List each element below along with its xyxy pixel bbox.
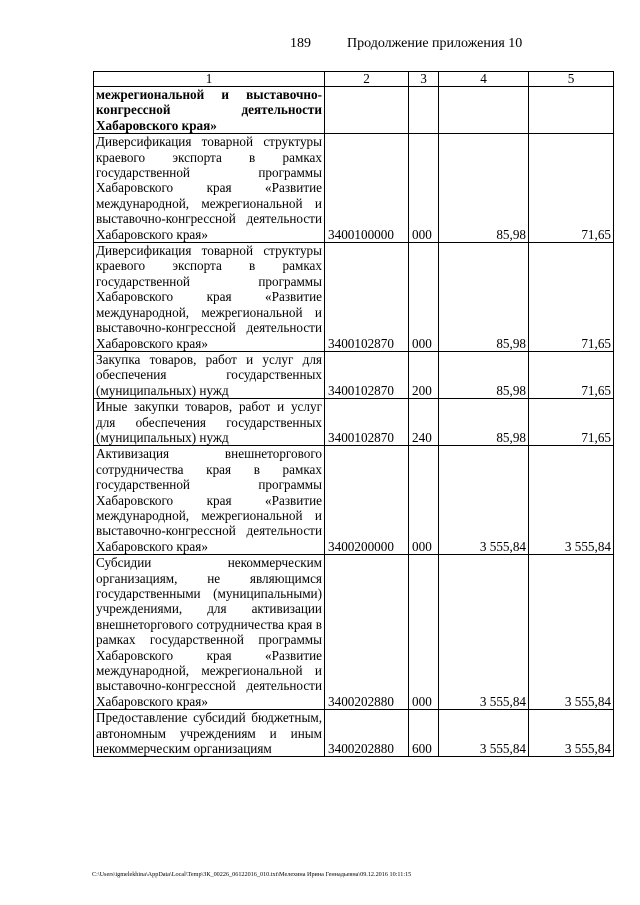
empty-cell [325, 87, 409, 134]
column-header: 3 [409, 72, 439, 87]
amount-cell: 71,65 [529, 134, 614, 243]
expense-type-cell: 000 [409, 555, 439, 710]
section-title-cell: межрегиональной и выставочно-конгрессной деятельности Хабаровского края» [94, 87, 325, 134]
table-row [94, 243, 614, 352]
code-cell: 3400202880 [325, 710, 409, 757]
title-row [94, 87, 614, 134]
column-header: 5 [529, 72, 614, 87]
column-header: 2 [325, 72, 409, 87]
description-cell: Предоставление субсидий бюджетным, автономным учреждениям и иным некоммерческим организациям [94, 710, 325, 757]
column-header-row [94, 72, 614, 87]
amount-cell: 71,65 [529, 243, 614, 352]
table-row [94, 351, 614, 398]
table-row [94, 399, 614, 446]
amount-cell: 85,98 [439, 399, 529, 446]
empty-cell [409, 87, 439, 134]
expense-type-cell: 240 [409, 399, 439, 446]
budget-table [93, 71, 614, 757]
amount-cell: 3 555,84 [529, 555, 614, 710]
amount-cell: 85,98 [439, 134, 529, 243]
continuation-title: Продолжение приложения 10 [347, 36, 523, 51]
table-row [94, 710, 614, 757]
amount-cell: 3 555,84 [529, 710, 614, 757]
description-cell: Закупка товаров, работ и услуг для обеспечения государственных (муниципальных) нужд [94, 351, 325, 398]
empty-cell [529, 87, 614, 134]
table-row [94, 555, 614, 710]
amount-cell: 3 555,84 [439, 555, 529, 710]
code-cell: 3400100000 [325, 134, 409, 243]
code-cell: 3400102870 [325, 399, 409, 446]
column-header: 4 [439, 72, 529, 87]
description-cell: Иные закупки товаров, работ и услуг для обеспечения государственных (муниципальных) нужд [94, 399, 325, 446]
description-cell: Диверсификация товарной структуры краевого экспорта в рамках государственной программы Хабаровского края «Развитие международной, межрегиональной и выставочно-конгрессной деятельности Хабаровского края» [94, 134, 325, 243]
amount-cell: 71,65 [529, 399, 614, 446]
description-cell: Субсидии некоммерческим организациям, не являющимся государственными (муниципальными) учреждениями, для активизации внешнеторгового сотрудничества края в рамках государственной программы Хабаровского края «Развитие международной, межрегиональной и выставочно-конгрессной деятельности Хабаровского края» [94, 555, 325, 710]
table-row [94, 446, 614, 555]
amount-cell: 85,98 [439, 351, 529, 398]
code-cell: 3400102870 [325, 243, 409, 352]
amount-cell: 85,98 [439, 243, 529, 352]
amount-cell: 3 555,84 [439, 710, 529, 757]
code-cell: 3400102870 [325, 351, 409, 398]
amount-cell: 71,65 [529, 351, 614, 398]
column-header: 1 [94, 72, 325, 87]
file-path-footer: C:\Users\igmelekhina\AppData\Local\Temp\ЗК_00226_06122016_010.txt\Мелехина Ирина Геннадьевна\09.12.2016 10:11:15 [92, 871, 412, 878]
expense-type-cell: 600 [409, 710, 439, 757]
description-cell: Активизация внешнеторгового сотрудничества края в рамках государственной программы Хабаровского края «Развитие международной, межрегиональной и выставочно-конгрессной деятельности Хабаровского края» [94, 446, 325, 555]
description-cell: Диверсификация товарной структуры краевого экспорта в рамках государственной программы Хабаровского края «Развитие международной, межрегиональной и выставочно-конгрессной деятельности Хабаровского края» [94, 243, 325, 352]
code-cell: 3400200000 [325, 446, 409, 555]
amount-cell: 3 555,84 [529, 446, 614, 555]
empty-cell [439, 87, 529, 134]
code-cell: 3400202880 [325, 555, 409, 710]
page-number: 189 [290, 36, 311, 51]
amount-cell: 3 555,84 [439, 446, 529, 555]
expense-type-cell: 000 [409, 134, 439, 243]
expense-type-cell: 200 [409, 351, 439, 398]
table-row [94, 134, 614, 243]
expense-type-cell: 000 [409, 243, 439, 352]
expense-type-cell: 000 [409, 446, 439, 555]
